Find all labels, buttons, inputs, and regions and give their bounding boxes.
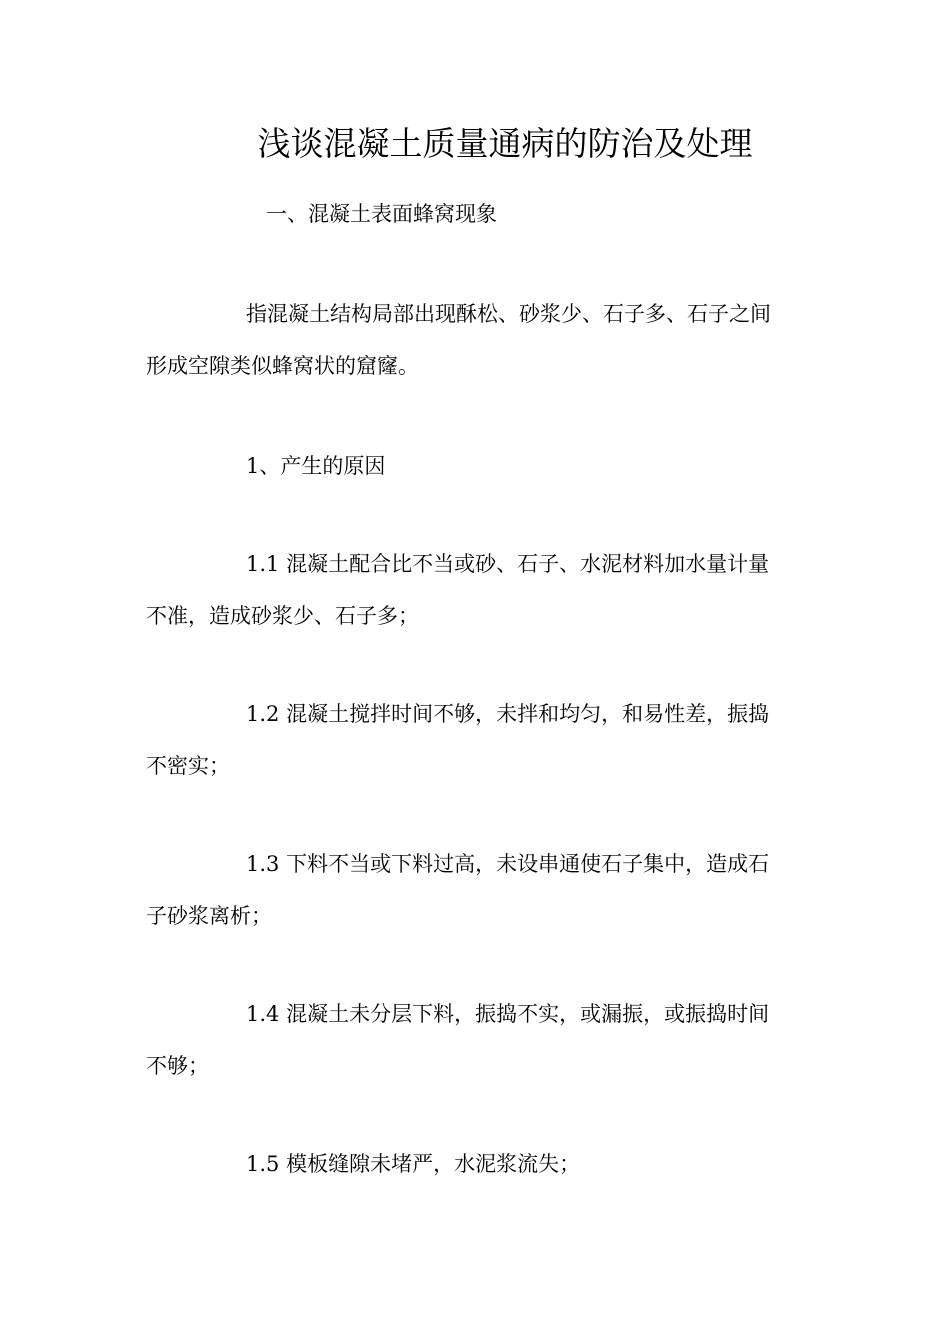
document-title: 浅谈混凝土质量通病的防治及处理 <box>257 124 753 163</box>
paragraph-line: 不够； <box>146 1054 209 1078</box>
cause-item-1-2 <box>146 688 806 792</box>
paragraph-line: 1.2 混凝土搅拌时间不够，未拌和均匀，和易性差，振捣 <box>246 702 770 726</box>
cause-item-1-5 <box>146 1138 806 1190</box>
paragraph-line: 1.5 模板缝隙未堵严，水泥浆流失； <box>246 1152 581 1176</box>
cause-item-1-4 <box>146 988 806 1092</box>
paragraph-line: 不准，造成砂浆少、石子多； <box>146 604 419 628</box>
paragraph-line: 1.1 混凝土配合比不当或砂、石子、水泥材料加水量计量 <box>246 552 770 576</box>
cause-item-1-1 <box>146 538 806 642</box>
paragraph-line: 1.4 混凝土未分层下料，振捣不实，或漏振，或振捣时间 <box>246 1002 770 1026</box>
paragraph-line: 指混凝土结构局部出现酥松、砂浆少、石子多、石子之间 <box>246 302 771 326</box>
paragraph-line: 子砂浆离析； <box>146 904 272 928</box>
paragraph-line: 1.3 下料不当或下料过高，未设串通使石子集中，造成石 <box>246 852 770 876</box>
section-heading: 一、混凝土表面蜂窝现象 <box>266 202 497 226</box>
intro-paragraph <box>146 288 806 392</box>
subheading-text: 1、产生的原因 <box>246 454 386 478</box>
subheading-causes <box>146 440 806 492</box>
paragraph-line: 不密实； <box>146 754 230 778</box>
paragraph-line: 形成空隙类似蜂窝状的窟窿。 <box>146 354 419 378</box>
cause-item-1-3 <box>146 838 806 942</box>
